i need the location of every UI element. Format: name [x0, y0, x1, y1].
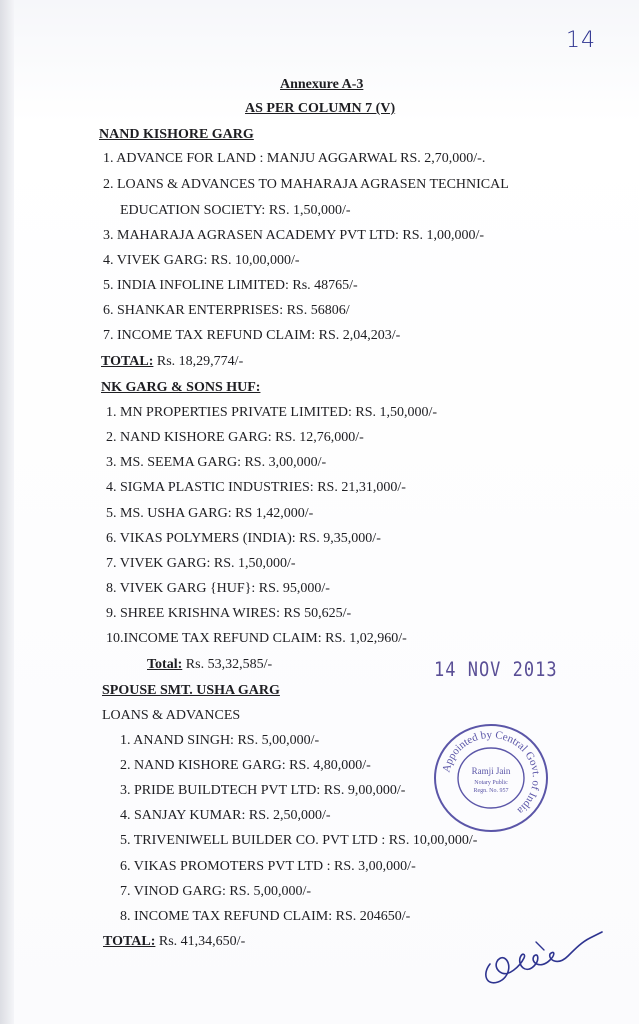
page-edge-shadow — [0, 0, 14, 1024]
list-item: 7. VINOD GARG: RS. 5,00,000/- — [120, 884, 312, 899]
section-total — [103, 934, 245, 950]
list-item: 7. INCOME TAX REFUND CLAIM: RS. 2,04,203/- — [103, 328, 401, 343]
list-item: 4. SIGMA PLASTIC INDUSTRIES: RS. 21,31,000/- — [106, 480, 406, 495]
list-item: 1. ANAND SINGH: RS. 5,00,000/- — [120, 733, 320, 748]
seal-line: Regn. No. 957 — [473, 788, 509, 794]
list-item: 1. MN PROPERTIES PRIVATE LIMITED: RS. 1,50,000/- — [106, 405, 438, 420]
total-value: Rs. 18,29,774/- — [153, 354, 244, 369]
date-stamp: 14 NOV 2013 — [434, 658, 558, 682]
list-item: 6. SHANKAR ENTERPRISES: RS. 56806/ — [103, 303, 350, 318]
notary-seal — [432, 722, 550, 834]
signature — [478, 922, 608, 992]
list-item: 2. NAND KISHORE GARG: RS. 4,80,000/- — [120, 758, 371, 773]
seal-line: Notary Public — [474, 780, 508, 786]
list-item: EDUCATION SOCIETY: RS. 1,50,000/- — [120, 203, 351, 218]
section-heading: SPOUSE SMT. USHA GARG — [102, 683, 280, 698]
section-heading: NK GARG & SONS HUF: — [101, 380, 261, 395]
list-item: 8. VIVEK GARG {HUF}: RS. 95,000/- — [106, 581, 330, 596]
list-item: 5. TRIVENIWELL BUILDER CO. PVT LTD : RS. 10,00,000/- — [120, 833, 478, 848]
total-label: Total: — [147, 657, 183, 672]
total-value: Rs. 41,34,650/- — [155, 934, 246, 949]
list-item: 5. MS. USHA GARG: RS 1,42,000/- — [106, 506, 314, 521]
list-item: 3. MAHARAJA AGRASEN ACADEMY PVT LTD: RS. 1,00,000/- — [103, 228, 485, 243]
list-item: 8. INCOME TAX REFUND CLAIM: RS. 204650/- — [120, 909, 411, 924]
section-heading: NAND KISHORE GARG — [99, 127, 254, 142]
total-label: TOTAL: — [103, 934, 156, 949]
section-subheading: LOANS & ADVANCES — [102, 708, 241, 723]
list-item: 9. SHREE KRISHNA WIRES: RS 50,625/- — [106, 606, 352, 621]
list-item: 1. ADVANCE FOR LAND : MANJU AGGARWAL RS. 2,70,000/-. — [103, 151, 486, 166]
list-item: 2. LOANS & ADVANCES TO MAHARAJA AGRASEN TECHNICAL — [103, 177, 509, 192]
list-item: 5. INDIA INFOLINE LIMITED: Rs. 48765/- — [103, 278, 358, 293]
list-item: 6. VIKAS PROMOTERS PVT LTD : RS. 3,00,000/- — [120, 859, 416, 874]
seal-ring-text: Appointed by Central Govt. of India — [440, 728, 543, 817]
annexure-subtitle: AS PER COLUMN 7 (V) — [245, 101, 396, 116]
list-item: 6. VIKAS POLYMERS (INDIA): RS. 9,35,000/- — [106, 531, 381, 546]
total-value: Rs. 53,32,585/- — [182, 657, 273, 672]
total-label: TOTAL: — [101, 354, 154, 369]
list-item: 4. VIVEK GARG: RS. 10,00,000/- — [103, 253, 300, 268]
list-item: 2. NAND KISHORE GARG: RS. 12,76,000/- — [106, 430, 364, 445]
list-item: 4. SANJAY KUMAR: RS. 2,50,000/- — [120, 808, 331, 823]
list-item: 7. VIVEK GARG: RS. 1,50,000/- — [106, 556, 296, 571]
list-item: 3. MS. SEEMA GARG: RS. 3,00,000/- — [106, 455, 327, 470]
section-total — [147, 657, 272, 673]
section-total — [101, 354, 243, 370]
list-item: 3. PRIDE BUILDTECH PVT LTD: RS. 9,00,000/- — [120, 783, 406, 798]
seal-name: Ramji Jain — [471, 766, 511, 776]
page-number: 14 — [566, 28, 596, 53]
list-item: 10.INCOME TAX REFUND CLAIM: RS. 1,02,960/- — [106, 631, 407, 646]
annexure-title: Annexure A-3 — [280, 77, 364, 92]
